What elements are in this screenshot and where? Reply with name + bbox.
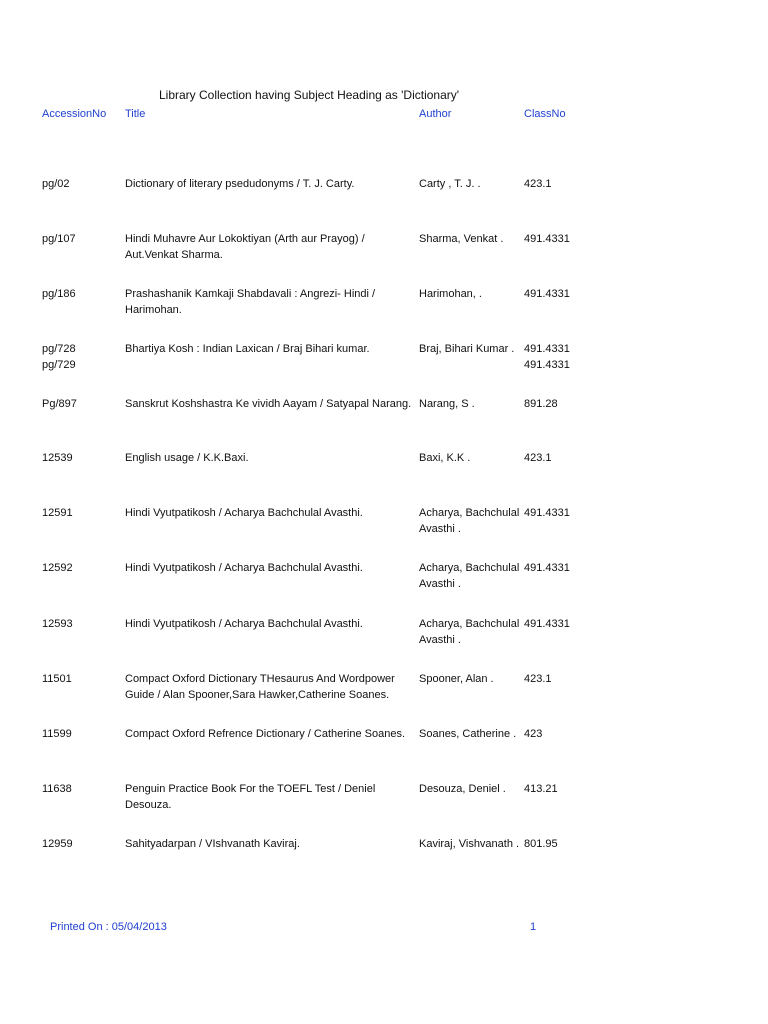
class-number-cell	[524, 506, 584, 522]
accession-number-text: 11599	[42, 728, 72, 740]
column-header-author: Author	[419, 108, 452, 120]
title-text: Hindi Muhavre Aur Lokoktiyan (Arth aur Prayog) /	[125, 233, 365, 245]
class-number-cell	[524, 672, 584, 688]
author-cell	[419, 177, 521, 193]
title-text: Hindi Vyutpatikosh / Acharya Bachchulal Avasthi.	[125, 507, 363, 519]
title-text: Penguin Practice Book For the TOEFL Test / Deniel	[125, 783, 376, 795]
title-text: Dictionary of literary psedudonyms / T. J. Carty.	[125, 178, 355, 190]
title-cell	[125, 342, 413, 358]
accession-number-cell	[42, 397, 122, 413]
author-text: Avasthi .	[419, 577, 461, 590]
title-cell	[125, 617, 413, 633]
author-text: Baxi, K.K .	[419, 452, 471, 464]
accession-number-text: 11638	[42, 783, 72, 795]
author-cell	[419, 232, 521, 248]
accession-number-text: pg/728	[42, 343, 76, 355]
class-number-text: 423.1	[524, 673, 552, 685]
title-cell	[125, 837, 413, 853]
accession-number-text: 12592	[42, 562, 73, 574]
title-text: Guide / Alan Spooner,Sara Hawker,Catherine Soanes.	[125, 688, 390, 701]
class-number-text: 491.4331	[524, 288, 570, 300]
title-cell	[125, 672, 413, 703]
accession-number-text: pg/02	[42, 178, 70, 190]
class-number-cell	[524, 561, 584, 577]
accession-number-cell	[42, 287, 122, 303]
accession-number-text: pg/729	[42, 358, 76, 371]
title-text: Aut.Venkat Sharma.	[125, 248, 223, 261]
class-number-text: 423	[524, 728, 543, 740]
title-cell	[125, 397, 413, 413]
author-text: Avasthi .	[419, 522, 461, 535]
title-cell	[125, 727, 413, 743]
accession-number-text: pg/107	[42, 233, 76, 245]
column-header-class: ClassNo	[524, 108, 566, 120]
author-cell	[419, 672, 521, 688]
author-cell	[419, 342, 521, 358]
class-number-cell	[524, 837, 584, 853]
author-cell	[419, 397, 521, 413]
class-number-cell	[524, 451, 584, 467]
author-text: Acharya, Bachchulal	[419, 618, 520, 630]
class-number-text: 891.28	[524, 398, 558, 410]
printed-on-date: Printed On : 05/04/2013	[50, 921, 167, 933]
class-number-cell	[524, 287, 584, 303]
accession-number-cell	[42, 672, 122, 688]
title-text: Harimohan.	[125, 303, 182, 316]
accession-number-text: pg/186	[42, 288, 76, 300]
title-text: Compact Oxford Dictionary THesaurus And Wordpower	[125, 673, 395, 685]
title-cell	[125, 287, 413, 318]
title-text: Hindi Vyutpatikosh / Acharya Bachchulal Avasthi.	[125, 562, 363, 574]
column-header-title: Title	[125, 108, 146, 120]
author-cell	[419, 782, 521, 798]
author-text: Soanes, Catherine .	[419, 728, 517, 740]
class-number-cell	[524, 397, 584, 413]
class-number-text: 491.4331	[524, 233, 570, 245]
author-cell	[419, 287, 521, 303]
accession-number-cell	[42, 177, 122, 193]
class-number-cell	[524, 177, 584, 193]
title-text: Compact Oxford Refrence Dictionary / Catherine Soanes.	[125, 728, 406, 740]
author-cell	[419, 561, 521, 592]
author-text: Spooner, Alan .	[419, 673, 494, 685]
class-number-cell	[524, 617, 584, 633]
accession-number-cell	[42, 782, 122, 798]
accession-number-cell	[42, 232, 122, 248]
accession-number-text: 12593	[42, 618, 73, 630]
accession-number-cell	[42, 617, 122, 633]
accession-number-cell	[42, 451, 122, 467]
accession-number-cell	[42, 506, 122, 522]
author-text: Sharma, Venkat .	[419, 233, 504, 245]
class-number-text: 491.4331	[524, 562, 570, 574]
class-number-cell	[524, 342, 584, 373]
title-cell	[125, 506, 413, 522]
class-number-text: 423.1	[524, 452, 552, 464]
title-text: Sanskrut Koshshastra Ke vividh Aayam / Satyapal Narang.	[125, 398, 412, 410]
author-text: Carty , T. J. .	[419, 178, 481, 190]
author-cell	[419, 506, 521, 537]
title-cell	[125, 232, 413, 263]
author-text: Harimohan, .	[419, 288, 482, 300]
title-cell	[125, 782, 413, 813]
class-number-text: 491.4331	[524, 507, 570, 519]
accession-number-text: Pg/897	[42, 398, 77, 410]
author-text: Avasthi .	[419, 633, 461, 646]
title-text: Sahityadarpan / VIshvanath Kaviraj.	[125, 838, 300, 850]
accession-number-cell	[42, 342, 122, 373]
class-number-cell	[524, 782, 584, 798]
author-cell	[419, 837, 521, 853]
title-text: Desouza.	[125, 798, 172, 811]
author-text: Narang, S .	[419, 398, 475, 410]
class-number-text: 413.21	[524, 783, 558, 795]
column-header-accession: AccessionNo	[42, 108, 107, 120]
title-text: Hindi Vyutpatikosh / Acharya Bachchulal Avasthi.	[125, 618, 363, 630]
title-cell	[125, 451, 413, 467]
author-cell	[419, 617, 521, 648]
class-number-text: 491.4331	[524, 343, 570, 355]
author-text: Acharya, Bachchulal	[419, 562, 520, 574]
accession-number-cell	[42, 727, 122, 743]
accession-number-text: 12591	[42, 507, 73, 519]
author-text: Braj, Bihari Kumar .	[419, 343, 515, 355]
accession-number-text: 12959	[42, 838, 73, 850]
report-title: Library Collection having Subject Heading as 'Dictionary'	[159, 88, 460, 102]
title-cell	[125, 561, 413, 577]
accession-number-cell	[42, 561, 122, 577]
title-text: Prashashanik Kamkaji Shabdavali : Angrezi- Hindi /	[125, 288, 376, 300]
author-text: Acharya, Bachchulal	[419, 507, 520, 519]
accession-number-text: 11501	[42, 673, 72, 685]
author-cell	[419, 727, 521, 743]
author-text: Kaviraj, Vishvanath .	[419, 838, 520, 850]
author-cell	[419, 451, 521, 467]
page-number: 1	[530, 921, 537, 933]
accession-number-text: 12539	[42, 452, 73, 464]
author-text: Desouza, Deniel .	[419, 783, 506, 795]
title-cell	[125, 177, 413, 193]
class-number-text: 423.1	[524, 178, 552, 190]
class-number-text: 491.4331	[524, 358, 570, 371]
title-text: English usage / K.K.Baxi.	[125, 452, 249, 464]
class-number-cell	[524, 232, 584, 248]
class-number-text: 801.95	[524, 838, 558, 850]
class-number-text: 491.4331	[524, 618, 570, 630]
class-number-cell	[524, 727, 584, 743]
title-text: Bhartiya Kosh : Indian Laxican / Braj Bihari kumar.	[125, 343, 370, 355]
accession-number-cell	[42, 837, 122, 853]
